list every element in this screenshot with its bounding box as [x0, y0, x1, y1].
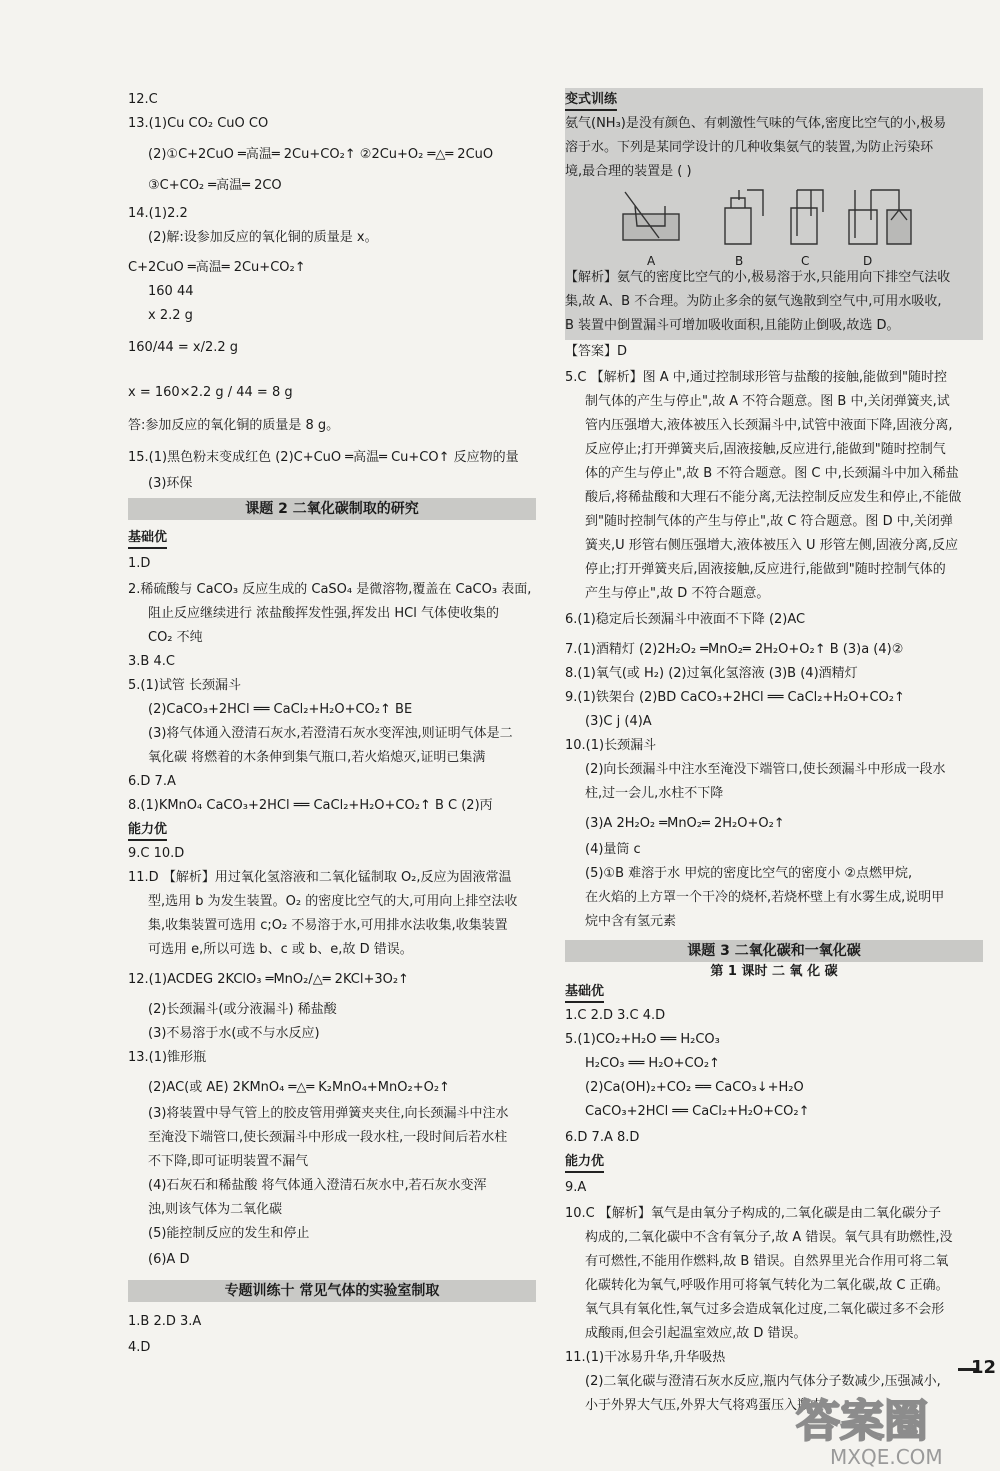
answer-label: 【答案】D	[565, 344, 628, 359]
answer-line: (4)石灰石和稀盐酸 将气体通入澄清石灰水中,若石灰水变浑	[148, 1178, 487, 1193]
answer-line: 10.C 【解析】氧气是由氧分子构成的,二氧化碳是由二氧化碳分子	[565, 1206, 942, 1221]
answer-line: 160 44	[148, 284, 194, 299]
answer-line: (3)A 2H₂O₂ ═MnO₂═ 2H₂O+O₂↑	[585, 816, 785, 831]
subsection-label: 基础优	[565, 984, 604, 1003]
answer-line: 8.(1)氧气(或 H₂) (2)过氧化氢溶液 (3)B (4)酒精灯	[565, 666, 858, 681]
answer-line: 氨气(NH₃)是没有颜色、有刺激性气味的气体,密度比空气的小,极易	[565, 116, 947, 131]
answer-line: 10.(1)长颈漏斗	[565, 738, 657, 753]
answer-line: 酸后,将稀盐酸和大理石不能分离,无法控制反应发生和停止,不能做	[585, 490, 962, 505]
answer-line: 体的产生与停止",故 B 不符合题意。图 C 中,长颈漏斗中加入稀盐	[585, 466, 959, 481]
answer-line: (2)Ca(OH)₂+CO₂ ══ CaCO₃↓+H₂O	[585, 1080, 804, 1095]
answer-line: 14.(1)2.2	[128, 206, 188, 221]
answer-line: CO₂ 不纯	[148, 630, 203, 645]
answer-line: 9.(1)铁架台 (2)BD CaCO₃+2HCl ══ CaCl₂+H₂O+CO₂↑	[565, 690, 905, 705]
answer-line: 构成的,二氧化碳中不含有氧分子,故 A 错误。氧气具有助燃性,没	[585, 1230, 953, 1245]
answer-line: ③C+CO₂ ═高温═ 2CO	[148, 178, 282, 193]
answer-line: (2)CaCO₃+2HCl ══ CaCl₂+H₂O+CO₂↑ BE	[148, 702, 413, 717]
answer-line: (2)向长颈漏斗中注水至淹没下端管口,使长颈漏斗中形成一段水	[585, 762, 946, 777]
subsection-label: 能力优	[565, 1154, 604, 1173]
answer-line: 在火焰的上方罩一个干冷的烧杯,若烧杯壁上有水雾生成,说明甲	[585, 890, 945, 905]
apparatus-b	[725, 190, 763, 244]
answer-line: (2)解:设参加反应的氧化铜的质量是 x。	[148, 230, 378, 245]
answer-line: 集,收集装置可选用 c;O₂ 不易溶于水,可用排水法收集,收集装置	[148, 918, 508, 933]
answer-line: 小于外界大气压,外界大气将鸡蛋压入瓶中	[585, 1398, 824, 1413]
answer-line: 氧化碳 将燃着的木条伸到集气瓶口,若火焰熄灭,证明已集满	[148, 750, 486, 765]
answer-line: C+2CuO ═高温═ 2Cu+CO₂↑	[128, 260, 306, 275]
answer-line: 柱,过一会儿,水柱不下降	[585, 786, 724, 801]
answer-line: H₂CO₃ ══ H₂O+CO₂↑	[585, 1056, 720, 1071]
answer-line: (2)长颈漏斗(或分液漏斗) 稀盐酸	[148, 1002, 337, 1017]
answer-line: 制气体的产生与停止",故 A 不符合题意。图 B 中,关闭弹簧夹,试	[585, 394, 950, 409]
answer-line: (6)A D	[148, 1252, 190, 1267]
section-header: 课题 2 二氧化碳制取的研究	[128, 498, 536, 520]
answer-line: x = 160×2.2 g / 44 = 8 g	[128, 385, 293, 400]
answer-line: (3)C j (4)A	[585, 714, 652, 729]
answer-line: 停止;打开弹簧夹后,固液接触,反应进行,能做到"随时控制气体的	[585, 562, 946, 577]
answer-line: 有可燃性,不能用作燃料,故 B 错误。自然界里光合作用可将二氧	[585, 1254, 949, 1269]
answer-line: 管内压强增大,液体被压入长颈漏斗中,试管中液面下降,固液分离,	[585, 418, 953, 433]
answer-line: 可选用 e,所以可选 b、c 或 b、e,故 D 错误。	[148, 942, 413, 957]
answer-line: 6.D 7.A 8.D	[565, 1130, 640, 1145]
lesson-header: 第 1 课时 二 氧 化 碳	[710, 964, 838, 979]
answer-line: 9.A	[565, 1180, 587, 1195]
figure-label: C	[801, 254, 810, 268]
answer-line: 9.C 10.D	[128, 846, 185, 861]
apparatus-figure	[565, 186, 983, 256]
answer-line: 11.D 【解析】用过氧化氢溶液和二氧化锰制取 O₂,反应为固液常温	[128, 870, 512, 885]
answer-line: 6.(1)稳定后长颈漏斗中液面不下降 (2)AC	[565, 612, 806, 627]
answer-line: 阻止反应继续进行 浓盐酸挥发性强,挥发出 HCl 气体使收集的	[148, 606, 499, 621]
answer-line: 3.B 4.C	[128, 654, 175, 669]
answer-line: 6.D 7.A	[128, 774, 176, 789]
section-header: 专题训练十 常见气体的实验室制取	[128, 1280, 536, 1302]
answer-line: 溶于水。下列是某同学设计的几种收集氨气的装置,为防止污染环	[565, 140, 934, 155]
answer-line: 境,最合理的装置是 ( )	[565, 164, 692, 179]
watermark-title: 答案圈	[796, 1396, 928, 1447]
answer-line: (2)二氧化碳与澄清石灰水反应,瓶内气体分子数减少,压强减小,	[585, 1374, 941, 1389]
answer-line: 反应停止;打开弹簧夹后,固液接触,反应进行,能做到"随时控制气	[585, 442, 946, 457]
answer-line: 化碳转化为氧气,呼吸作用可将氧气转化为二氧化碳,故 C 正确。	[585, 1278, 949, 1293]
answer-line: 1.C 2.D 3.C 4.D	[565, 1008, 666, 1023]
answer-line: 4.D	[128, 1340, 151, 1355]
apparatus-c	[791, 190, 823, 244]
answer-line: 集,故 A、B 不合理。为防止多余的氨气逸散到空气中,可用水吸收,	[565, 294, 942, 309]
answer-line: 型,选用 b 为发生装置。O₂ 的密度比空气的大,可用向上排空法收	[148, 894, 518, 909]
answer-line: 簧夹,U 形管右侧压强增大,液体被压入 U 形管左侧,固液分离,反应	[585, 538, 958, 553]
answer-line: 不下降,即可证明装置不漏气	[148, 1154, 309, 1169]
answer-line: 5.(1)CO₂+H₂O ══ H₂CO₃	[565, 1032, 720, 1047]
answer-line: 1.D	[128, 556, 151, 571]
watermark-url: MXQE.COM	[830, 1445, 943, 1469]
figure-label: D	[863, 254, 873, 268]
answer-line: (3)将气体通入澄清石灰水,若澄清石灰水变浑浊,则证明气体是二	[148, 726, 513, 741]
answer-line: (3)将装置中导气管上的胶皮管用弹簧夹夹住,向长颈漏斗中注水	[148, 1106, 509, 1121]
answer-line: 5.C 【解析】图 A 中,通过控制球形管与盐酸的接触,能做到"随时控	[565, 370, 948, 385]
answer-line: 成酸雨,但会引起温室效应,故 D 错误。	[585, 1326, 807, 1341]
figure-label: A	[647, 254, 656, 268]
answer-line: 产生与停止",故 D 不符合题意。	[585, 586, 770, 601]
answer-line: 160/44 = x/2.2 g	[128, 340, 239, 355]
answer-line: x 2.2 g	[148, 308, 193, 323]
section-header: 课题 3 二氧化碳和一氧化碳	[565, 940, 983, 962]
page-number: 12	[970, 1357, 996, 1378]
answer-line: 8.(1)KMnO₄ CaCO₃+2HCl ══ CaCl₂+H₂O+CO₂↑ B C (2)丙	[128, 798, 493, 813]
answer-line: 氧气具有氧化性,氧气过多会造成氧化过度,二氧化碳过多不会形	[585, 1302, 945, 1317]
answer-line: 1.B 2.D 3.A	[128, 1314, 202, 1329]
answer-line: 2.稀硫酸与 CaCO₃ 反应生成的 CaSO₄ 是微溶物,覆盖在 CaCO₃ 表面,	[128, 582, 532, 597]
answer-line: 烷中含有氢元素	[585, 914, 677, 929]
answer-line: (5)①B 难溶于水 甲烷的密度比空气的密度小 ②点燃甲烷,	[585, 866, 913, 881]
answer-line: 13.(1)Cu CO₂ CuO CO	[128, 116, 269, 131]
subsection-label: 能力优	[128, 822, 167, 841]
answer-line: 5.(1)试管 长颈漏斗	[128, 678, 241, 693]
answer-line: 11.(1)干冰易升华,升华吸热	[565, 1350, 726, 1365]
answer-line: (5)能控制反应的发生和停止	[148, 1226, 310, 1241]
answer-line: B 装置中倒置漏斗可增加吸收面积,且能防止倒吸,故选 D。	[565, 318, 900, 333]
answer-line: 【解析】氨气的密度比空气的小,极易溶于水,只能用向下排空气法收	[565, 270, 951, 285]
answer-line: 15.(1)黑色粉末变成红色 (2)C+CuO ═高温═ Cu+CO↑ 反应物的量	[128, 450, 519, 465]
answer-line: 12.(1)ACDEG 2KClO₃ ═MnO₂/△═ 2KCl+3O₂↑	[128, 972, 409, 987]
answer-line: (2)①C+2CuO ═高温═ 2Cu+CO₂↑ ②2Cu+O₂ ═△═ 2CuO	[148, 147, 494, 162]
apparatus-d	[849, 190, 911, 244]
answer-line: 12.C	[128, 92, 158, 107]
answer-line: 13.(1)锥形瓶	[128, 1050, 207, 1065]
answer-line: 答:参加反应的氧化铜的质量是 8 g。	[128, 418, 340, 433]
answer-line: 浊,则该气体为二氧化碳	[148, 1202, 283, 1217]
answer-line: (3)环保	[148, 476, 193, 491]
answer-line: (3)不易溶于水(或不与水反应)	[148, 1026, 320, 1041]
figure-label: B	[735, 254, 744, 268]
answer-line: CaCO₃+2HCl ══ CaCl₂+H₂O+CO₂↑	[585, 1104, 810, 1119]
watermark-logo	[790, 1390, 990, 1470]
answer-line: (2)AC(或 AE) 2KMnO₄ ═△═ K₂MnO₄+MnO₂+O₂↑	[148, 1080, 450, 1095]
variant-exercise-label: 变式训练	[565, 92, 617, 111]
answer-line: 至淹没下端管口,使长颈漏斗中形成一段水柱,一段时间后若水柱	[148, 1130, 508, 1145]
answer-line: 7.(1)酒精灯 (2)2H₂O₂ ═MnO₂═ 2H₂O+O₂↑ B (3)a (4)②	[565, 642, 904, 657]
apparatus-a	[623, 192, 679, 240]
answer-line: 到"随时控制气体的产生与停止",故 C 符合题意。图 D 中,关闭弹	[585, 514, 953, 529]
answer-line: (4)量筒 c	[585, 842, 641, 857]
subsection-label: 基础优	[128, 530, 167, 549]
